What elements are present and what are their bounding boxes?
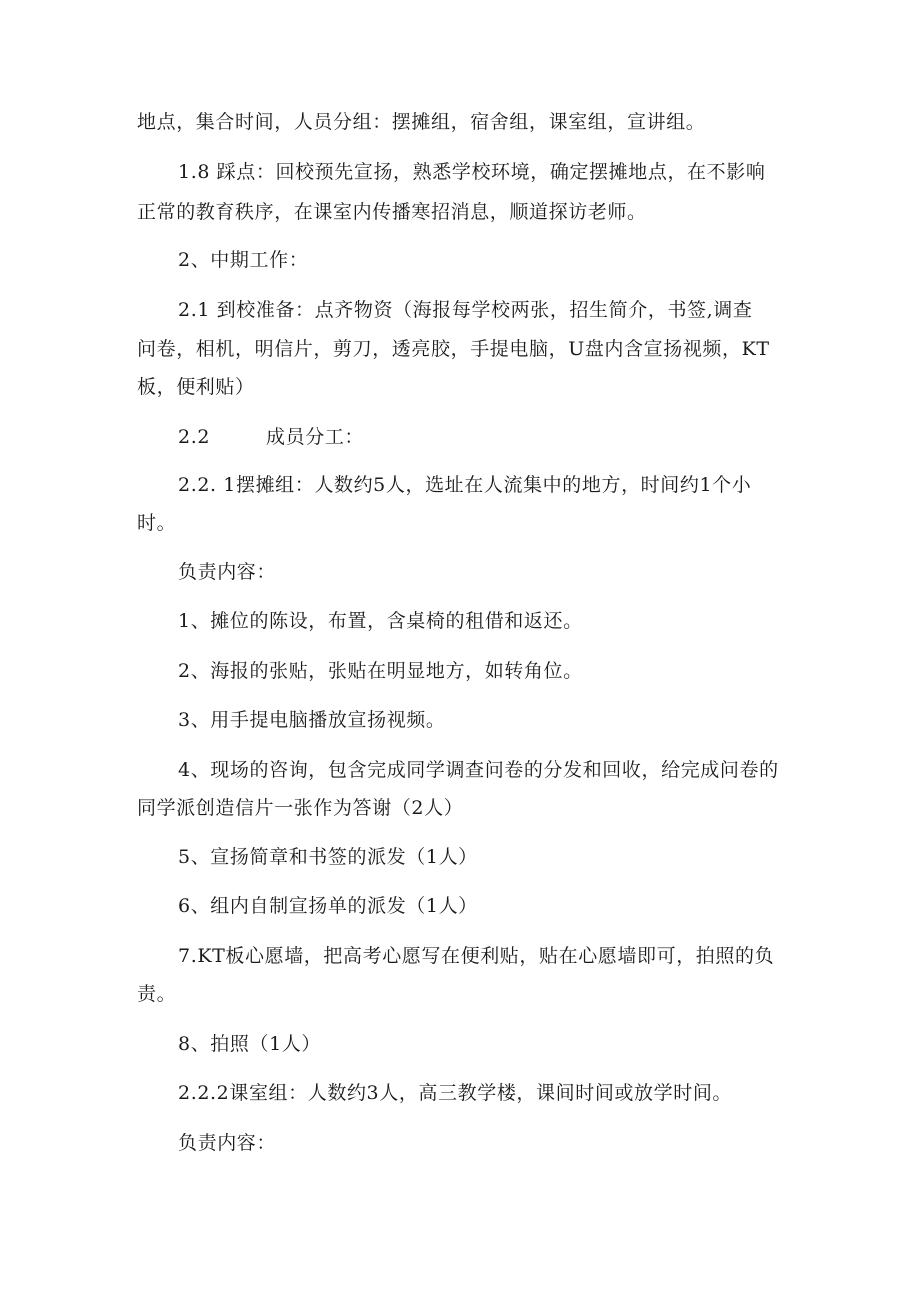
- list-item: 1、摊位的陈设，布置，含桌椅的租借和返还。: [178, 610, 583, 632]
- text-line: 2.2.2课室组：人数约3人，高三教学楼，课间时间或放学时间。: [178, 1082, 733, 1104]
- text-line: 1.8 踩点：回校预先宣扬，熟悉学校环境，确定摆摊地点，在不影响: [178, 161, 766, 183]
- subsection-heading: [0, 425, 920, 449]
- text-line: 时。: [137, 512, 177, 534]
- text-line: 地点，集合时间，人员分组：摆摊组，宿舍组，课室组，宣讲组。: [137, 111, 706, 133]
- text-line: 正常的教育秩序，在课室内传播寒招消息，顺道探访老师。: [137, 201, 647, 223]
- subsection-title: 成员分工：: [266, 426, 365, 448]
- text-line: 负责内容：: [178, 561, 277, 583]
- list-item: 4、现场的咨询，包含完成同学调查问卷的分发和回收，给完成问卷的: [178, 759, 779, 781]
- text-line: 2.1 到校准备：点齐物资（海报每学校两张，招生简介，书签,调查: [178, 299, 753, 321]
- text-line: 问卷，相机，明信片，剪刀，透亮胶，手提电脑，U盘内含宣扬视频，KT: [137, 338, 770, 360]
- list-item: 5、宣扬简章和书签的派发（1人）: [178, 846, 478, 868]
- list-item: 2、海报的张贴，张贴在明显地方，如转角位。: [178, 660, 583, 682]
- list-item-continued: 责。: [137, 983, 177, 1005]
- list-item-continued: 同学派创造信片一张作为答谢（2人）: [137, 797, 464, 819]
- text-line: 板，便利贴）: [137, 376, 255, 398]
- text-line: 2.2. 1摆摊组：人数约5人，选址在人流集中的地方，时间约1个小: [178, 474, 752, 496]
- text-line: 负责内容：: [178, 1132, 277, 1154]
- section-heading: 2、中期工作：: [178, 249, 309, 271]
- list-item: 7.KT板心愿墙，把高考心愿写在便利贴，贴在心愿墙即可，拍照的负: [178, 945, 775, 967]
- list-item: 6、组内自制宣扬单的派发（1人）: [178, 895, 478, 917]
- subsection-number: 2.2: [178, 426, 211, 448]
- list-item: 3、用手提电脑播放宣扬视频。: [178, 709, 446, 731]
- list-item: 8、拍照（1人）: [178, 1033, 321, 1055]
